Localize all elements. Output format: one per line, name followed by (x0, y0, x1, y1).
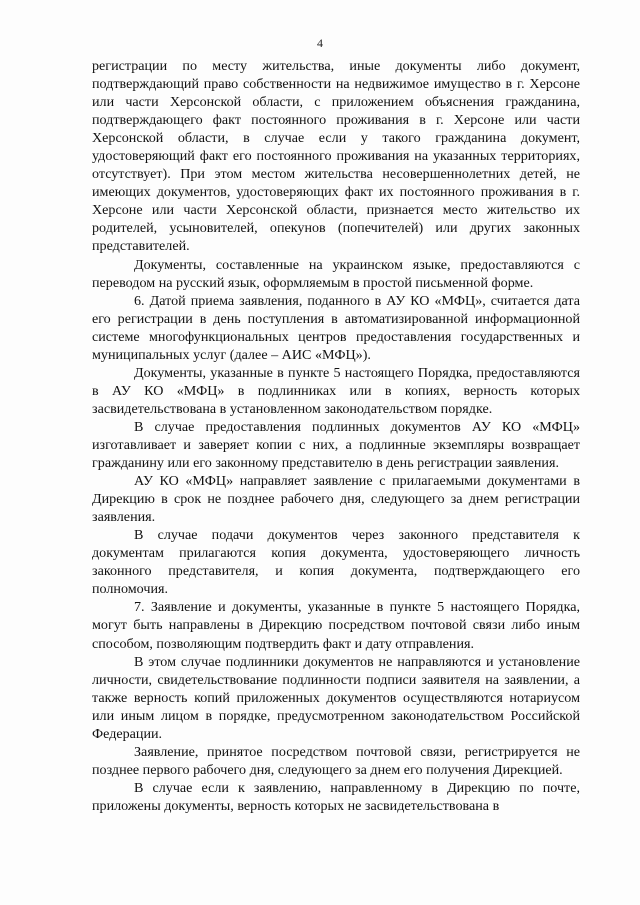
paragraph-ukrainian-documents: Документы, составленные на украинском языке, предоставляются с переводом на русский язык, оформляемым в простой письменной форме. (92, 256, 580, 291)
paragraph-documents-originals: Документы, указанные в пункте 5 настоящего Порядка, предоставляются в АУ КО «МФЦ» в подлинниках или в копиях, верность которых засвидетельствована в установленном законодательством порядке. (92, 364, 580, 417)
paragraph-legal-representative: В случае подачи документов через законного представителя к документам прилагаются копия документа, удостоверяющего личность законного представителя, и копия документа, подтверждающего его полномочия. (92, 527, 580, 598)
document-body (92, 57, 580, 815)
page-number: 4 (317, 36, 323, 50)
paragraph-item-7: 7. Заявление и документы, указанные в пункте 5 настоящего Порядка, могут быть направлены в Дирекцию посредством почтовой связи либо иным способом, позволяющим подтвердить факт и дату отправления. (92, 599, 580, 652)
paragraph-notary: В этом случае подлинники документов не направляются и установление личности, свидетельствование подлинности подписи заявителя на заявлении, а также верность копий приложенных документов осуществляются нотариусом или иным лицом в порядке, предусмотренном законодательством Российской Федерации. (92, 653, 580, 742)
paragraph-postal-registration: Заявление, принятое посредством почтовой связи, регистрируется не позднее первого рабочего дня, следующего за днем его получения Дирекцией. (92, 743, 580, 778)
paragraph-item-6: 6. Датой приема заявления, поданного в АУ КО «МФЦ», считается дата его регистрации в день поступления в автоматизированной информационной системе многофункциональных центров предоставления государственных и муниципальных услуг (далее – АИС «МФЦ»). (92, 292, 580, 363)
paragraph-unverified-documents: В случае если к заявлению, направленному в Дирекцию по почте, приложены документы, верность которых не засвидетельствована в (92, 779, 580, 814)
paragraph-original-copies: В случае предоставления подлинных документов АУ КО «МФЦ» изготавливает и заверяет копии с них, а подлинные экземпляры возвращает гражданину или его законному представителю в день регистрации заявления. (92, 418, 580, 472)
paragraph-mfc-sends: АУ КО «МФЦ» направляет заявление с прилагаемыми документами в Дирекцию в срок не позднее рабочего дня, следующего за днем регистрации заявления. (92, 473, 580, 526)
paragraph-continuation: регистрации по месту жительства, иные документы либо документ, подтверждающий право собственности на недвижимое имущество в г. Херсоне или части Херсонской области, с приложением объяснения гражданина, подтверждающего факт постоянного проживания в г. Херсоне или части Херсонской области, в случае если у такого гражданина документ, удостоверяющий факт его постоянного проживания на указанных территориях, отсутствует). При этом местом жительства несовершеннолетних детей, не имеющих документов, удостоверяющих факт их постоянного проживания в г. Херсоне или части Херсонской области, признается место жительство их родителей, усыновителей, опекунов (попечителей) или других законных представителей. (92, 58, 580, 255)
